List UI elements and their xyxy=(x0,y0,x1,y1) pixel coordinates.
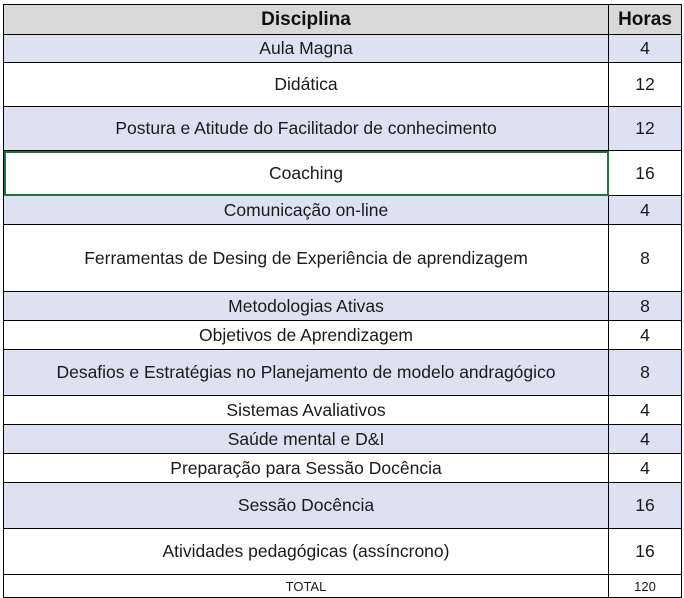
discipline-cell[interactable]: Postura e Atitude do Facilitador de conhecimento xyxy=(4,107,609,151)
header-row xyxy=(4,5,682,35)
discipline-cell[interactable]: Comunicação on-line xyxy=(4,196,609,225)
total-label[interactable]: TOTAL xyxy=(4,575,609,598)
hours-cell[interactable]: 4 xyxy=(609,454,682,483)
discipline-cell-selected[interactable]: Coaching xyxy=(4,151,609,196)
discipline-cell[interactable]: Desafios e Estratégias no Planejamento de modelo andragógico xyxy=(4,350,609,396)
discipline-cell[interactable]: Didática xyxy=(4,63,609,107)
discipline-cell[interactable]: Preparação para Sessão Docência xyxy=(4,454,609,483)
discipline-cell[interactable]: Atividades pedagógicas (assíncrono) xyxy=(4,529,609,575)
hours-cell[interactable]: 4 xyxy=(609,196,682,225)
table-row xyxy=(4,35,682,63)
table-row xyxy=(4,225,682,292)
table-row xyxy=(4,483,682,529)
total-hours[interactable]: 120 xyxy=(609,575,682,598)
hours-cell[interactable]: 8 xyxy=(609,350,682,396)
header-discipline[interactable]: Disciplina xyxy=(4,5,609,35)
table-row xyxy=(4,529,682,575)
curriculum-table xyxy=(3,4,682,598)
hours-cell[interactable]: 4 xyxy=(609,396,682,425)
table-row xyxy=(4,425,682,454)
table-row xyxy=(4,454,682,483)
hours-cell[interactable]: 4 xyxy=(609,321,682,350)
total-row xyxy=(4,575,682,598)
discipline-cell[interactable]: Ferramentas de Desing de Experiência de aprendizagem xyxy=(4,225,609,292)
table-row xyxy=(4,196,682,225)
table-row xyxy=(4,350,682,396)
hours-cell[interactable]: 4 xyxy=(609,35,682,63)
discipline-cell[interactable]: Objetivos de Aprendizagem xyxy=(4,321,609,350)
hours-cell[interactable]: 16 xyxy=(609,529,682,575)
table-row xyxy=(4,63,682,107)
table-row xyxy=(4,292,682,321)
hours-cell[interactable]: 12 xyxy=(609,63,682,107)
discipline-cell[interactable]: Metodologias Ativas xyxy=(4,292,609,321)
hours-cell[interactable]: 16 xyxy=(609,151,682,196)
table-row xyxy=(4,107,682,151)
hours-cell[interactable]: 8 xyxy=(609,225,682,292)
table-row xyxy=(4,151,682,196)
hours-cell[interactable]: 12 xyxy=(609,107,682,151)
table-row xyxy=(4,321,682,350)
discipline-cell[interactable]: Aula Magna xyxy=(4,35,609,63)
table-row xyxy=(4,396,682,425)
header-hours[interactable]: Horas xyxy=(609,5,682,35)
hours-cell[interactable]: 4 xyxy=(609,425,682,454)
discipline-cell[interactable]: Saúde mental e D&I xyxy=(4,425,609,454)
hours-cell[interactable]: 16 xyxy=(609,483,682,529)
discipline-cell[interactable]: Sessão Docência xyxy=(4,483,609,529)
discipline-cell[interactable]: Sistemas Avaliativos xyxy=(4,396,609,425)
hours-cell[interactable]: 8 xyxy=(609,292,682,321)
